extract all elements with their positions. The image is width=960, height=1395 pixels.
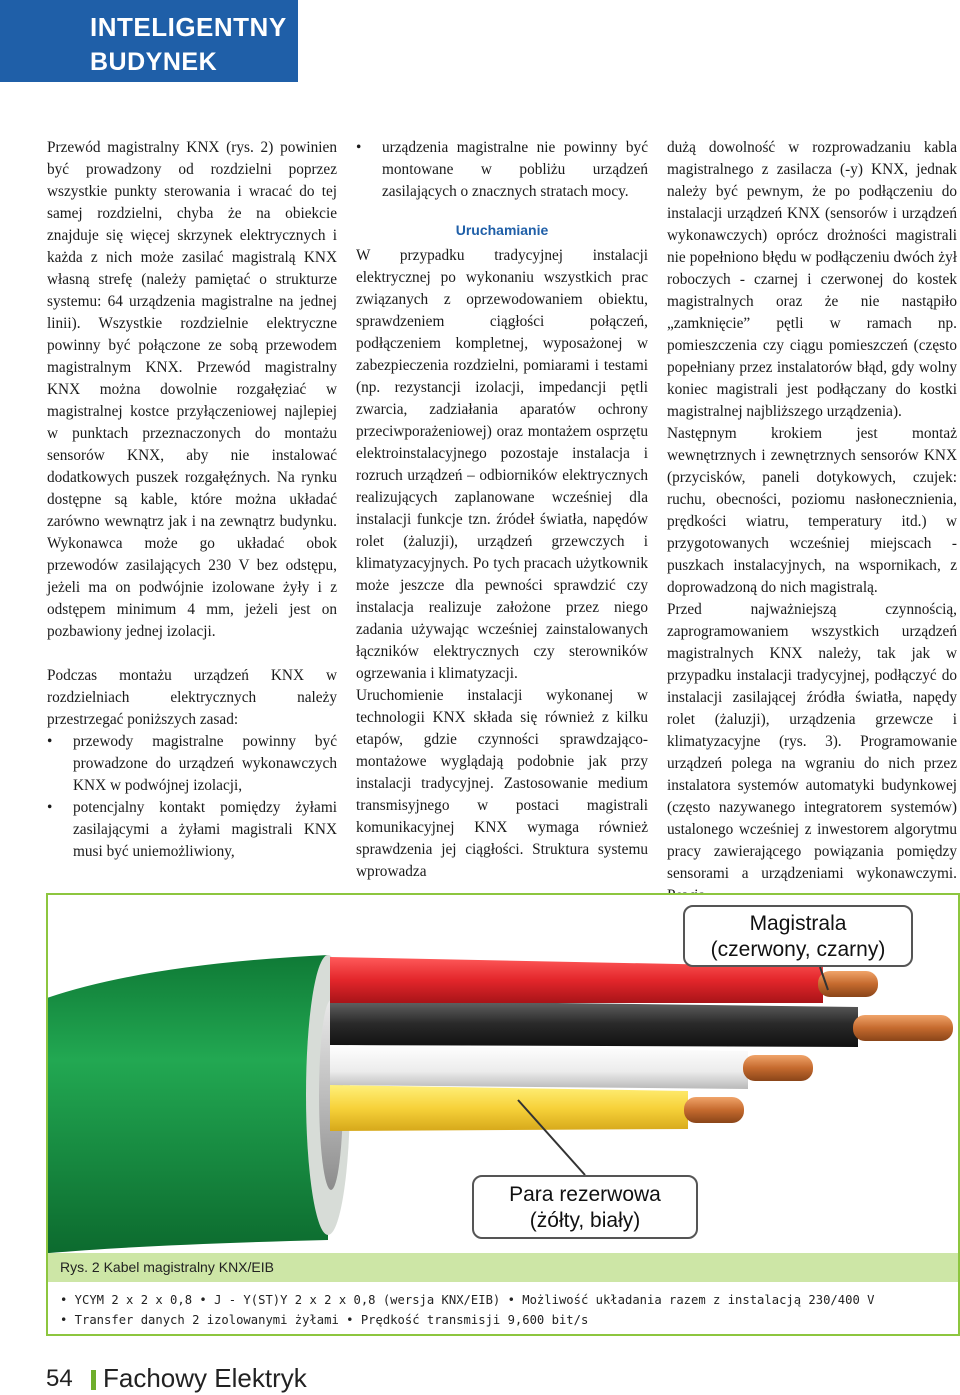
rules-list-continued [356,137,648,203]
black-core-copper [853,1015,953,1041]
section-subheading: Uruchamianie [455,222,549,238]
figure-caption: Rys. 2 Kabel magistralny KNX/EIB [48,1253,958,1282]
footer-divider [91,1370,96,1390]
label-spare-pair-line2: (żółty, biały) [529,1209,641,1232]
yellow-core-copper [684,1097,744,1123]
paragraph: Podczas montażu urządzeń KNX w rozdzielniach elektrycznych należy przestrzegać poniższych zasad: [47,667,337,728]
paragraph: Przewód magistralny KNX (rys. 2) powinien być prowadzony od rozdzielni poprzez wszystkie punkty sterowania i wracać do tej samej rozdzielni, chyba że na obiekcie znajduje się więcej skrzynek elektrycznych i każda z nich może zasilać magistralą KNX własną strefę (należy pamiętać o strukturze systemu: 64 urządzenia magistralne na jednej linii). Wszystkie rozdzielnie elektryczne powinny być połączone ze sobą przewodem magistralnym KNX. Przewód magistralny KNX można dowolnie rozgałęziać w magistralnej kostce przyłączeniowej najlepiej w punktach przeznaczonych do montażu sensorów KNX, aby nie instalować dodatkowych puszek rozgałęźnych. Na rynku dostępne są kable, które można układać zarówno wewnątrz jak i na zewnątrz budynku. Wykonawca może go układać obok przewodów zasilających 230 V bez odstępu, jeżeli ma on podwójnie izolowane żyły i z odstępem minimum 4 mm, jeżeli jest on pozbawiony jednej izolacji. [47,139,337,640]
page-number: 54 [46,1365,73,1392]
cable-figure [46,893,960,1336]
banner-title-line2: BUDYNEK [90,48,218,76]
list-item: • przewody magistralne powinny być prowadzone do urządzeń wykonawczych KNX w podwójnej izolacji, [47,731,337,797]
label-bus-pair-line1: Magistrala [749,912,847,935]
magazine-title: Fachowy Elektryk [103,1363,307,1393]
white-core [330,1045,748,1089]
section-banner [0,0,298,82]
label-bus-pair [683,905,913,967]
figure-specs [48,1286,958,1334]
list-item: • potencjalny kontakt pomiędzy żyłami zasilającymi a żyłami magistrali KNX musi być uniemożliwiony, [47,797,337,863]
paragraph: dużą dowolność w rozprowadzaniu kabla magistralnego z zasilacza (-y) KNX, jednak należy być pewnym, że po podłączeniu do instalacji urządzeń KNX (sensorów i urządzeń wykonawczych) oprócz drożności magistrali nie popełniono błędu w podłączeniu dwóch żył roboczych - czarnej i czerwonej do kostek magistralnych oraz że nie nastąpiło „zamknięcie” pętli w ramach np. pomieszczenia czy ciągu pomieszczeń (często popełniany przez instalatorów błąd, gdy wolny koniec magistrali jest podłączany do kostki magistralnej najbliższego urządzenia). [667,139,957,420]
black-core [330,1000,858,1047]
label-spare-pair [472,1175,698,1239]
text-column-1 [47,137,337,863]
text-column-2 [356,137,648,883]
green-outer-sheath [48,955,328,1255]
list-item: • urządzenia magistralne nie powinny być montowane w pobliżu urządzeń zasilających o znacznych stratach mocy. [356,137,648,203]
paragraph: Przed najważniejszą czynnością, zaprogramowaniem wszystkich urządzeń magistralnych KNX należy, tak jak w przypadku instalacji tradycyjnej, podłączyć do instalacji zasilającej źródła światła, napędy rolet (żaluzji), urządzenia grzewcze i klimatyzacyjne (rys. 3). Programowanie urządzeń polega na wgraniu do nich przez instalatora systemów automatyki budynkowej (często nazywanego integratorem systemów) ustalonego wcześniej z inwestorem algorytmu pracy zawierającego powiązania pomiędzy sensorami a urządzeniami wykonawczymi. [667,601,957,882]
label-spare-pair-line1: Para rezerwowa [509,1183,661,1206]
red-core-copper [818,971,878,997]
banner-title-line1: INTELIGENTNY [90,12,287,42]
text-column-3 [667,137,957,907]
paragraph: W przypadku tradycyjnej instalacji elektrycznej po wykonaniu wszystkich prac związanych z oprzewodowaniem obiektu, sprawdzeniem ciągłości połączeń, podłączeniem kompletnej, wyposażonej w zabezpieczenia rozdzielni, pomiarami i testami (np. rezystancji izolacji, impedancji pętli zwarcia, zadziałania aparatów ochrony przeciwporażeniowej) oraz montażem osprzętu elektroinstalacyjnego pozostaje instalacja i rozruch urządzeń – odbiorników elektrycznych realizujących zaplanowane wcześniej dla instalacji funkcje tzn. źródeł światła, napędów rolet (żaluzji), urządzeń grzewczych i klimatyzacyjnych. Po tych pracach użytkownik może jeszcze dla pewności sprawdzić czy instalacja realizuje założone przez niego zadania używając wcześniej zainstalowanych łączników elektrycznych czy sterowników ogrzewania i klimatyzacji. [356,247,648,682]
paragraph: Następnym krokiem jest montaż wewnętrznych i zewnętrznych sensorów KNX (przycisków, paneli dotykowych, czujek: ruchu, obecności, poziomu nasłonecznienia, prędkości wiatru, temperatury itd.) w przygotowanych wcześniej miejscach - puszkach instalacyjnych, na wspornikach, z doprowadzoną do nich magistralą. [667,425,957,596]
white-core-copper [743,1055,813,1081]
rules-list [47,731,337,863]
yellow-core [330,1085,688,1131]
paragraph: Uruchomienie instalacji wykonanej w technologii KNX składa się również z kilku etapów, gdzie czynności sprawdzająco-montażowe wyglądają podobnie jak przy instalacji tradycyjnej. Zastosowanie medium transmisyjnego w postaci magistrali komunikacyjnej KNX wymaga również sprawdzenia jej ciągłości. Struktura systemu wprowadza [356,687,648,880]
spec-line: • Transfer danych 2 izolowanymi żyłami • Prędkość transmisji 9,600 bit/s [60,1313,589,1327]
spec-line: • YCYM 2 x 2 x 0,8 • J - Y(ST)Y 2 x 2 x 0,8 (wersja KNX/EIB) • Możliwość układania razem z instalacją 230/400 V [60,1293,875,1307]
label-bus-pair-line2: (czerwony, czarny) [710,938,886,961]
